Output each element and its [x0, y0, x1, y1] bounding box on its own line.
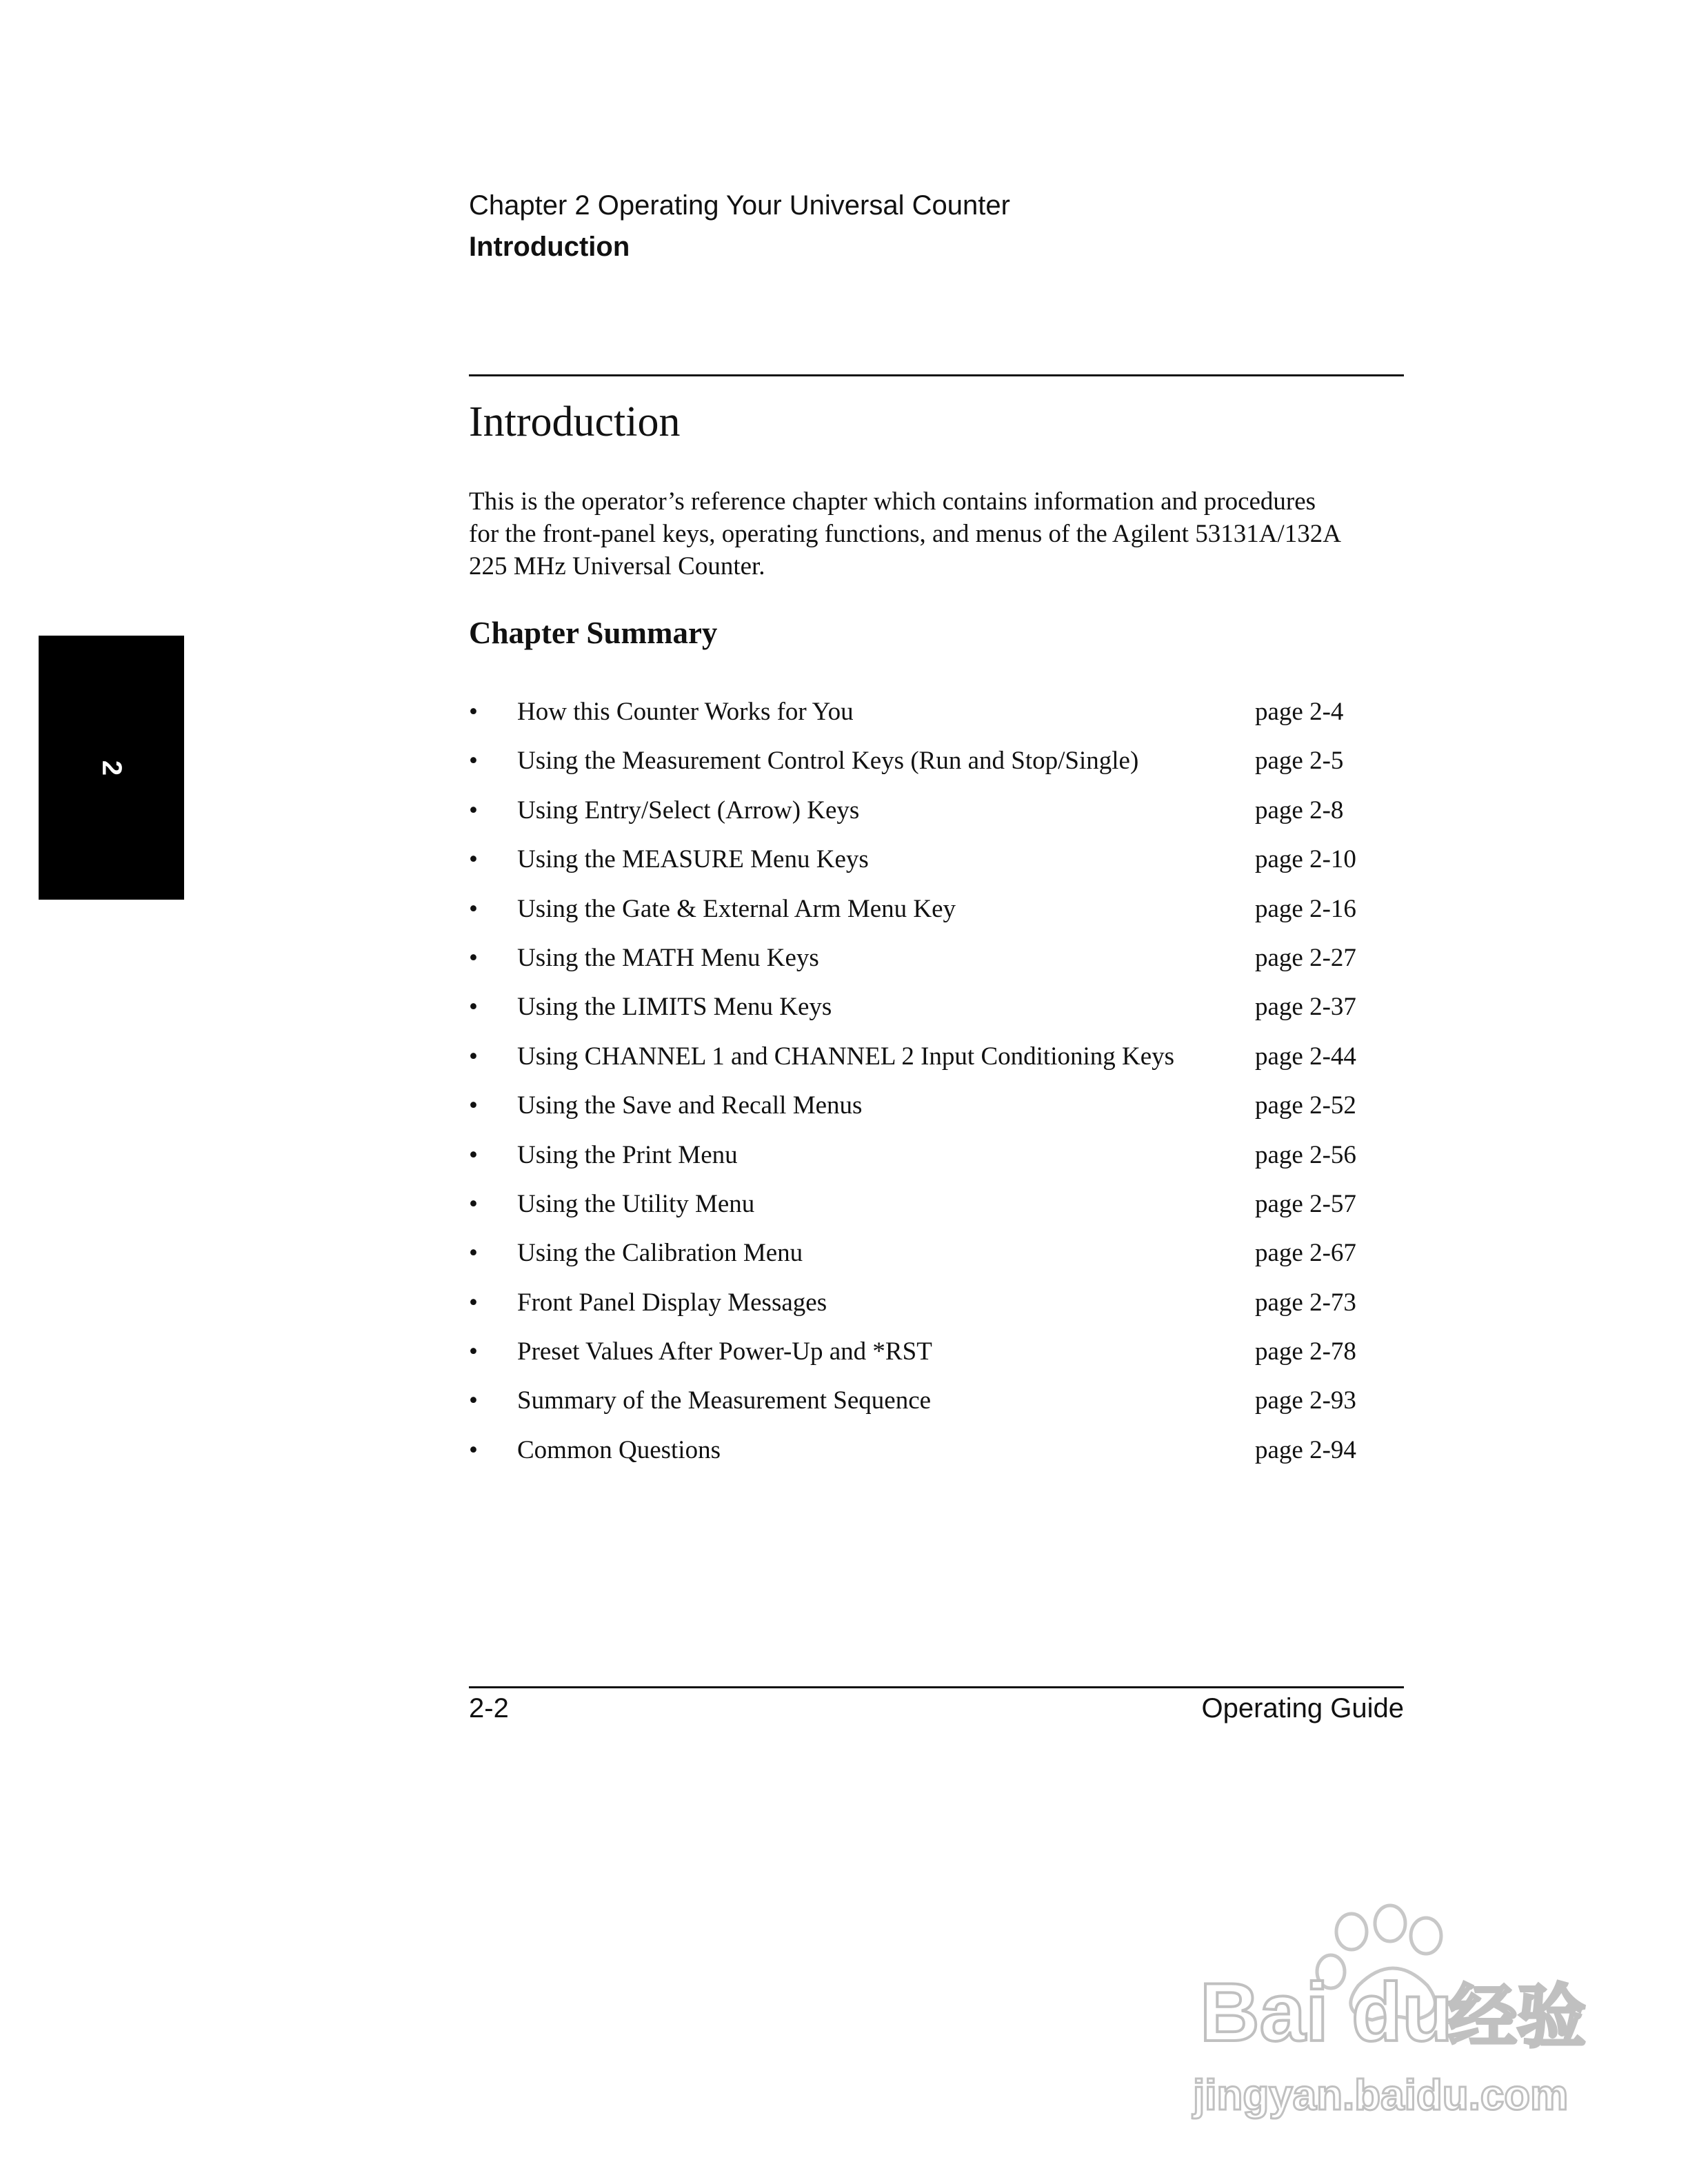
summary-item [469, 987, 1420, 1036]
bullet-icon: • [469, 894, 478, 923]
summary-item [469, 741, 1420, 790]
summary-item-label: Using the Save and Recall Menus [517, 1091, 863, 1120]
summary-item [469, 1381, 1420, 1430]
summary-item-label: Using the LIMITS Menu Keys [517, 993, 832, 1022]
summary-item-page: page 2-16 [1255, 894, 1356, 923]
summary-item-page: page 2-37 [1255, 993, 1356, 1022]
watermark-brand-cn: 经验 [1448, 1976, 1586, 2057]
bullet-icon: • [469, 845, 478, 874]
summary-item [469, 938, 1420, 987]
intro-line: This is the operator’s reference chapter which contains information and procedures [469, 487, 1316, 516]
summary-item-label: Using the MEASURE Menu Keys [517, 845, 869, 874]
footer-page-number: 2-2 [469, 1693, 509, 1723]
summary-item [469, 1037, 1420, 1086]
intro-line: for the front-panel keys, operating functions, and menus of the Agilent 53131A/132A [469, 520, 1341, 548]
intro-line: 225 MHz Universal Counter. [469, 552, 765, 580]
footer-guide-name: Operating Guide [1201, 1693, 1404, 1723]
summary-item-label: Front Panel Display Messages [517, 1288, 827, 1317]
summary-item-label: Using the Utility Menu [517, 1189, 755, 1218]
summary-item [469, 1430, 1420, 1479]
summary-item-label: Preset Values After Power-Up and *RST [517, 1337, 932, 1366]
bullet-icon: • [469, 1288, 478, 1317]
baidu-jingyan-watermark [1186, 1903, 1600, 2137]
summary-item [469, 1332, 1420, 1381]
summary-item [469, 791, 1420, 840]
summary-item-label: Using the Print Menu [517, 1140, 738, 1169]
summary-item-page: page 2-56 [1255, 1140, 1356, 1169]
summary-item [469, 1135, 1420, 1184]
summary-item-label: Using CHANNEL 1 and CHANNEL 2 Input Conditioning Keys [517, 1042, 1175, 1071]
summary-item-page: page 2-78 [1255, 1337, 1356, 1366]
summary-item-label: Summary of the Measurement Sequence [517, 1386, 932, 1415]
watermark-url: jingyan.baidu.com [1193, 2072, 1569, 2119]
summary-item [469, 1086, 1420, 1135]
summary-item-page: page 2-27 [1255, 943, 1356, 972]
summary-item-label: Using the Calibration Menu [517, 1239, 803, 1268]
summary-item-page: page 2-4 [1255, 698, 1344, 726]
bullet-icon: • [469, 1091, 478, 1120]
bullet-icon: • [469, 698, 478, 726]
bullet-icon: • [469, 747, 478, 776]
summary-item [469, 1283, 1420, 1332]
summary-item-label: Using Entry/Select (Arrow) Keys [517, 796, 860, 825]
chapter-tab-number: 2 [96, 760, 127, 776]
summary-item-page: page 2-57 [1255, 1189, 1356, 1218]
summary-item-page: page 2-52 [1255, 1091, 1356, 1120]
chapter-tab [39, 636, 184, 900]
summary-item [469, 1184, 1420, 1233]
footer-divider [469, 1686, 1404, 1688]
summary-item [469, 1233, 1420, 1282]
summary-item-label: Using the Gate & External Arm Menu Key [517, 894, 956, 923]
bullet-icon: • [469, 1239, 478, 1268]
summary-item-page: page 2-67 [1255, 1239, 1356, 1268]
intro-paragraph [469, 485, 1420, 583]
section-divider [469, 374, 1404, 376]
summary-item-page: page 2-73 [1255, 1288, 1356, 1317]
summary-item [469, 692, 1420, 741]
bullet-icon: • [469, 1042, 478, 1071]
summary-item [469, 889, 1420, 938]
chapter-summary-heading: Chapter Summary [469, 616, 718, 650]
running-head-section: Introduction [469, 232, 630, 262]
summary-item-label: Common Questions [517, 1435, 721, 1464]
summary-item-page: page 2-93 [1255, 1386, 1356, 1415]
summary-item-page: page 2-44 [1255, 1042, 1356, 1071]
bullet-icon: • [469, 1337, 478, 1366]
summary-item-label: How this Counter Works for You [517, 698, 854, 726]
summary-item-label: Using the MATH Menu Keys [517, 943, 819, 972]
bullet-icon: • [469, 1140, 478, 1169]
summary-item-page: page 2-10 [1255, 845, 1356, 874]
summary-item-page: page 2-5 [1255, 747, 1344, 776]
watermark-brand: Bai du [1200, 1966, 1453, 2059]
chapter-summary-list [469, 692, 1420, 1479]
bullet-icon: • [469, 1189, 478, 1218]
bullet-icon: • [469, 943, 478, 972]
summary-item-page: page 2-94 [1255, 1435, 1356, 1464]
bullet-icon: • [469, 796, 478, 825]
running-head-chapter: Chapter 2 Operating Your Universal Counter [469, 190, 1010, 221]
summary-item-page: page 2-8 [1255, 796, 1344, 825]
summary-item [469, 840, 1420, 889]
bullet-icon: • [469, 1435, 478, 1464]
bullet-icon: • [469, 993, 478, 1022]
bullet-icon: • [469, 1386, 478, 1415]
section-title: Introduction [469, 398, 681, 445]
summary-item-label: Using the Measurement Control Keys (Run and Stop/Single) [517, 747, 1139, 776]
